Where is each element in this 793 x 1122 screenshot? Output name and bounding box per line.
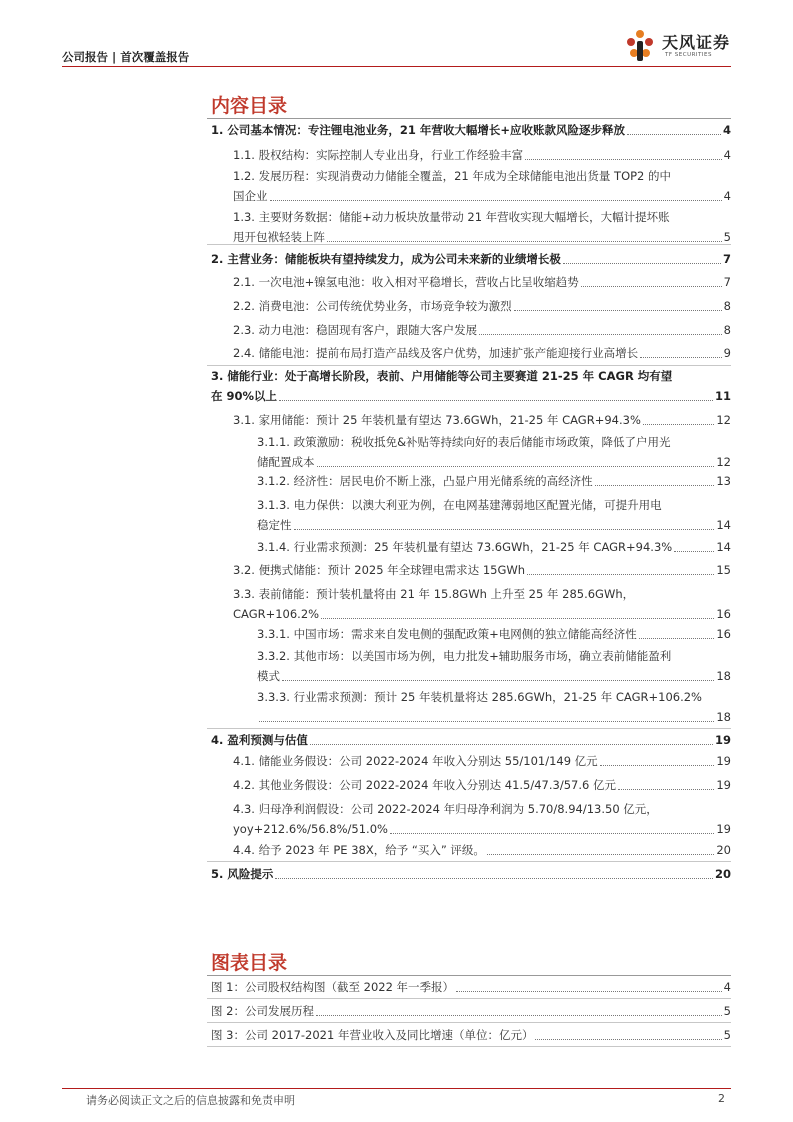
brand-subtitle: TF SECURITIES <box>665 52 712 58</box>
dot-leader <box>310 744 713 745</box>
dot-leader <box>259 721 714 722</box>
dot-leader <box>275 878 713 879</box>
toc-subsection[interactable] <box>257 624 731 644</box>
header-divider <box>62 66 731 67</box>
toc-subsection[interactable] <box>257 537 731 557</box>
figures-title: 图表目录 <box>211 952 288 974</box>
dot-leader <box>487 854 714 855</box>
figure-separator <box>207 1046 731 1047</box>
toc-entry-continuation: 储配置成本 <box>257 455 315 469</box>
toc-page-number: 15 <box>716 563 731 577</box>
figure-entry[interactable] <box>211 1025 731 1045</box>
toc-section[interactable] <box>233 840 731 860</box>
toc-entry-text: 2.3. 动力电池：稳固现有客户，跟随大客户发展 <box>233 323 478 337</box>
toc-title-rule <box>207 118 731 119</box>
toc-entry-text: 3.1.4. 行业需求预测：25 年装机量有望达 73.6GWh，21-25 年 CAGR+94.3% <box>257 540 673 554</box>
dot-leader <box>639 638 715 639</box>
toc-entry-text: 图 3：公司 2017-2021 年营业收入及同比增速（单位：亿元） <box>211 1028 534 1042</box>
toc-entry-text: 1.3. 主要财务数据：储能+动力板块放量带动 21 年营收实现大幅增长，大幅计提坏账 <box>233 210 670 224</box>
toc-entry-text: 3.3.3. 行业需求预测：预计 25 年装机量将达 285.6GWh，21-25 年 CAGR+106.2% <box>257 690 702 704</box>
figure-separator <box>207 1022 731 1023</box>
toc-page-number: 8 <box>723 323 731 337</box>
dot-leader <box>282 680 714 681</box>
toc-subsection[interactable] <box>257 471 731 491</box>
toc-section[interactable] <box>233 207 731 247</box>
toc-page-number: 5 <box>723 1004 731 1018</box>
toc-section[interactable] <box>233 751 731 771</box>
toc-entry-text: 4.3. 归母净利润假设：公司 2022-2024 年归母净利润为 5.70/8.94/13.50 亿元， <box>233 802 658 816</box>
dot-leader <box>294 529 715 530</box>
dot-leader <box>535 1039 721 1040</box>
toc-page-number: 13 <box>716 474 731 488</box>
dot-leader <box>527 574 714 575</box>
dot-leader <box>456 991 722 992</box>
dot-leader <box>270 200 722 201</box>
toc-page-number: 18 <box>716 669 731 683</box>
toc-entry-text: 3.1.3. 电力保供：以澳大利亚为例，在电网基建薄弱地区配置光储，可提升用电 <box>257 498 662 512</box>
toc-page-number: 5 <box>723 1028 731 1042</box>
toc-entry-text: 4.2. 其他业务假设：公司 2022-2024 年收入分别达 41.5/47.3/57.6 亿元 <box>233 778 616 792</box>
toc-chapter[interactable] <box>211 120 731 140</box>
toc-page-number: 8 <box>723 299 731 313</box>
toc-entry-text: 3.3.2. 其他市场：以美国市场为例，电力批发+辅助服务市场，确立表前储能盈利 <box>257 649 672 663</box>
dot-leader <box>327 241 722 242</box>
toc-page-number: 11 <box>714 389 731 403</box>
toc-chapter[interactable] <box>211 730 731 750</box>
toc-subsection[interactable] <box>257 687 731 727</box>
dot-leader <box>479 334 722 335</box>
dot-leader <box>316 1015 722 1016</box>
toc-entry-text: 2.2. 消费电池：公司传统优势业务，市场竞争较为激烈 <box>233 299 512 313</box>
toc-entry-text: 2.1. 一次电池+镍氢电池：收入相对平稳增长，营收占比呈收缩趋势 <box>233 275 579 289</box>
toc-entry-text: 3.1.1. 政策激励：税收抵免&补贴等持续向好的表后储能市场政策，降低了户用光 <box>257 435 671 449</box>
dot-leader <box>674 551 714 552</box>
report-type-label: 公司报告 | 首次覆盖报告 <box>62 50 190 64</box>
toc-page-number: 19 <box>716 822 731 836</box>
toc-entry-text: 1.1. 股权结构：实际控制人专业出身，行业工作经验丰富 <box>233 148 524 162</box>
dot-leader <box>627 134 721 135</box>
dot-leader <box>317 466 715 467</box>
toc-page-number: 4 <box>723 189 731 203</box>
toc-section[interactable] <box>233 584 731 624</box>
toc-page-number: 18 <box>716 710 731 724</box>
dot-leader <box>514 310 722 311</box>
brand-name: 天风证券 <box>662 33 731 52</box>
dot-leader <box>321 618 714 619</box>
toc-entry-text: 2. 主营业务：储能板块有望持续发力，成为公司未来新的业绩增长极 <box>211 252 561 266</box>
toc-page-number: 19 <box>716 778 731 792</box>
dot-leader <box>279 400 713 401</box>
toc-entry-text: 5. 风险提示 <box>211 867 274 881</box>
toc-subsection[interactable] <box>257 432 731 472</box>
toc-separator <box>207 244 731 245</box>
toc-entry-continuation: 在 90%以上 <box>211 389 278 403</box>
dot-leader <box>563 263 721 264</box>
toc-entry-continuation: 国企业 <box>233 189 268 203</box>
brand-logo <box>622 28 732 64</box>
dot-leader <box>618 789 714 790</box>
toc-page-number: 7 <box>722 252 731 266</box>
toc-entry-text: 3.1. 家用储能：预计 25 年装机量有望达 73.6GWh，21-25 年 CAGR+94.3% <box>233 413 641 427</box>
toc-entry-continuation: 甩开包袱轻装上阵 <box>233 230 325 244</box>
toc-page-number: 5 <box>723 230 731 244</box>
toc-section[interactable] <box>233 320 731 340</box>
toc-entry-continuation: 稳定性 <box>257 518 292 532</box>
toc-entry-text: 1.2. 发展历程：实现消费动力储能全覆盖，21 年成为全球储能电池出货量 TOP2 的中 <box>233 169 672 183</box>
toc-page-number: 14 <box>716 518 731 532</box>
footer-disclaimer: 请务必阅读正文之后的信息披露和免责申明 <box>86 1094 295 1107</box>
figures-title-rule <box>207 975 731 976</box>
toc-entry-text: 4. 盈利预测与估值 <box>211 733 308 747</box>
toc-subsection[interactable] <box>257 646 731 686</box>
figure-entry[interactable] <box>211 977 731 997</box>
toc-page-number: 20 <box>716 843 731 857</box>
toc-page-number: 9 <box>723 346 731 360</box>
toc-section[interactable] <box>233 145 731 165</box>
toc-separator <box>207 728 731 729</box>
toc-entry-text: 1. 公司基本情况：专注锂电池业务，21 年营收大幅增长+应收账款风险逐步释放 <box>211 123 626 137</box>
figure-entry[interactable] <box>211 1001 731 1021</box>
footer-divider <box>62 1088 731 1089</box>
toc-page-number: 4 <box>723 148 731 162</box>
brand-flower-icon <box>622 28 658 64</box>
dot-leader <box>640 357 722 358</box>
dot-leader <box>600 765 715 766</box>
toc-entry-text: 3.3. 表前储能：预计装机量将由 21 年 15.8GWh 上升至 25 年 285.6GWh， <box>233 587 635 601</box>
toc-entry-text: 图 2：公司发展历程 <box>211 1004 314 1018</box>
toc-chapter[interactable] <box>211 366 731 406</box>
toc-section[interactable] <box>233 799 731 839</box>
toc-page-number: 16 <box>716 627 731 641</box>
dot-leader <box>581 286 722 287</box>
toc-section[interactable] <box>233 343 731 363</box>
toc-section[interactable] <box>233 272 731 292</box>
figure-separator <box>207 998 731 999</box>
toc-page-number: 4 <box>723 980 731 994</box>
toc-chapter[interactable] <box>211 864 731 884</box>
dot-leader <box>643 424 714 425</box>
toc-section[interactable] <box>233 560 731 580</box>
toc-separator <box>207 861 731 862</box>
toc-entry-text: 3.1.2. 经济性：居民电价不断上涨，凸显户用光储系统的高经济性 <box>257 474 593 488</box>
toc-entry-text: 3.3.1. 中国市场：需求来自发电侧的强配政策+电网侧的独立储能高经济性 <box>257 627 637 641</box>
toc-page-number: 4 <box>722 123 731 137</box>
toc-title: 内容目录 <box>211 95 288 117</box>
toc-entry-text: 2.4. 储能电池：提前布局打造产品线及客户优势，加速扩张产能迎接行业高增长 <box>233 346 639 360</box>
toc-entry-text: 3. 储能行业：处于高增长阶段，表前、户用储能等公司主要赛道 21-25 年 CAGR 均有望 <box>211 369 673 383</box>
toc-entry-continuation: yoy+212.6%/56.8%/51.0% <box>233 822 388 836</box>
toc-page-number: 12 <box>716 413 731 427</box>
toc-entry-text: 4.1. 储能业务假设：公司 2022-2024 年收入分别达 55/101/149 亿元 <box>233 754 598 768</box>
toc-page-number: 7 <box>723 275 731 289</box>
dot-leader <box>595 485 715 486</box>
toc-chapter[interactable] <box>211 249 731 269</box>
dot-leader <box>525 159 722 160</box>
toc-subsection[interactable] <box>257 495 731 535</box>
toc-section[interactable] <box>233 166 731 206</box>
toc-entry-continuation: 模式 <box>257 669 280 683</box>
toc-page-number: 19 <box>714 733 731 747</box>
toc-page-number: 20 <box>714 867 731 881</box>
toc-entry-text: 4.4. 给予 2023 年 PE 38X，给予 “买入” 评级。 <box>233 843 485 857</box>
toc-page-number: 12 <box>716 455 731 469</box>
toc-page-number: 19 <box>716 754 731 768</box>
toc-entry-text: 3.2. 便携式储能：预计 2025 年全球锂电需求达 15GWh <box>233 563 526 577</box>
dot-leader <box>390 833 714 834</box>
page-number: 2 <box>718 1092 725 1105</box>
toc-entry-text: 图 1：公司股权结构图（截至 2022 年一季报） <box>211 980 455 994</box>
toc-entry-continuation: CAGR+106.2% <box>233 607 320 621</box>
toc-section[interactable] <box>233 410 731 430</box>
toc-section[interactable] <box>233 775 731 795</box>
toc-page-number: 14 <box>716 540 731 554</box>
toc-section[interactable] <box>233 296 731 316</box>
toc-page-number: 16 <box>716 607 731 621</box>
